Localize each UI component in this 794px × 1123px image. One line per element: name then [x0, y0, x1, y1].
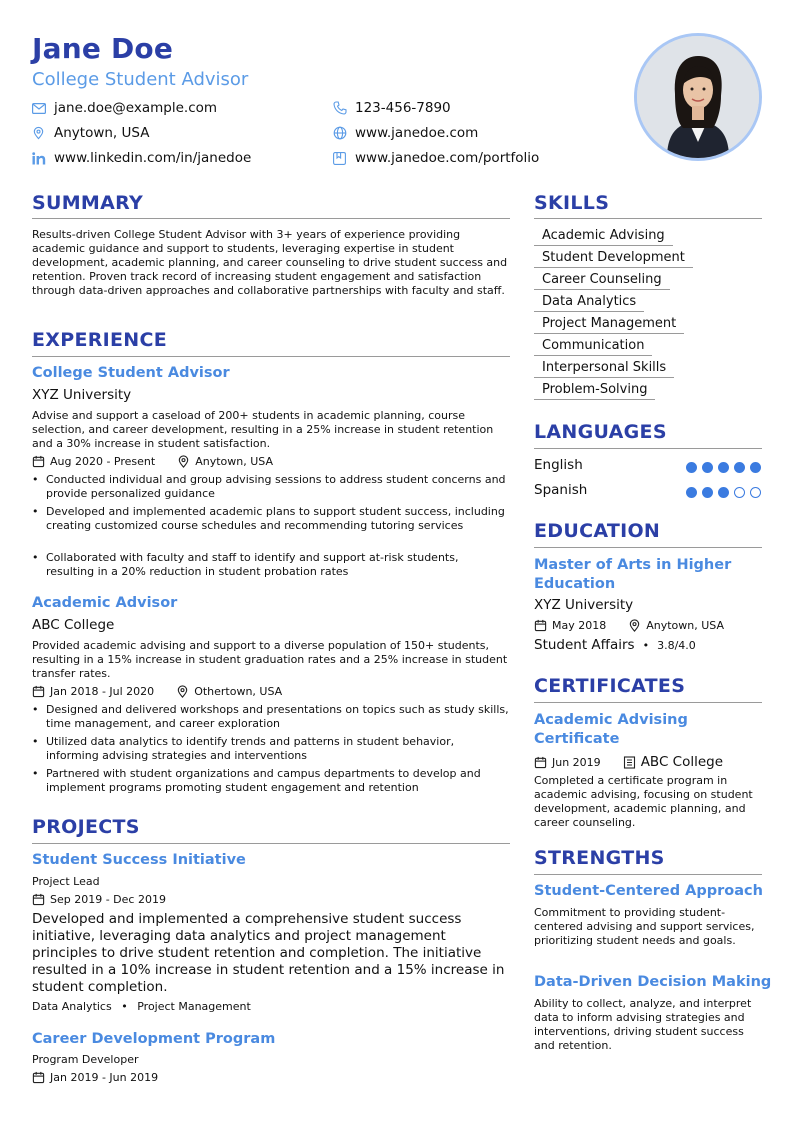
project-tag: Data Analytics	[32, 1000, 112, 1013]
proficiency-dot	[734, 462, 745, 473]
summary-heading: SUMMARY	[32, 192, 144, 214]
calendar-icon	[534, 619, 552, 632]
location-icon	[628, 619, 646, 632]
skills-divider	[534, 218, 762, 219]
job-location: Othertown, USA	[194, 685, 283, 698]
certificate-issuer: ABC College	[640, 754, 724, 770]
strength-name: Student-Centered Approach	[534, 883, 763, 899]
globe-icon	[333, 126, 355, 140]
projects-divider	[32, 843, 510, 844]
job-dates: Aug 2020 - Present	[50, 455, 156, 468]
website-text: www.janedoe.com	[355, 125, 479, 141]
education-divider	[534, 547, 762, 548]
education-gpa: 3.8/4.0	[657, 638, 696, 652]
calendar-icon	[32, 455, 50, 468]
language-name: English	[534, 457, 583, 473]
summary-text: Results-driven College Student Advisor with 3+ years of experience providing academic guidance and support to students, leveraging expertise in student development, academic planning, and career counseling to drive student success and retention. Proven track record of increasing student engagement and satisfaction through data-driven approaches and collaborative partnerships with faculty and staff.	[32, 228, 508, 297]
job-location: Anytown, USA	[195, 455, 273, 468]
proficiency-dot	[718, 462, 729, 473]
project-meta	[32, 1071, 158, 1084]
skill-tag: Problem-Solving	[534, 382, 655, 400]
job-org: XYZ University	[32, 387, 132, 403]
location-icon	[177, 455, 195, 468]
school-name: XYZ University	[534, 597, 634, 613]
proficiency-dot	[702, 487, 713, 498]
calendar-icon	[32, 685, 50, 698]
contact-location	[32, 125, 149, 141]
contact-website[interactable]	[333, 125, 478, 141]
email-icon	[32, 103, 54, 114]
job-title: Academic Advisor	[32, 595, 178, 611]
institution-icon	[623, 756, 641, 769]
languages-heading: LANGUAGES	[534, 421, 667, 443]
project-meta	[32, 893, 166, 906]
certificates-heading: CERTIFICATES	[534, 675, 686, 697]
linkedin-icon	[32, 152, 54, 165]
tag-separator: •	[121, 1000, 128, 1013]
calendar-icon	[32, 893, 50, 906]
portfolio-text: www.janedoe.com/portfolio	[355, 150, 540, 166]
location-icon	[176, 685, 194, 698]
job-bullet: • Designed and delivered workshops and presentations on topics such as study skills, time management, and career exploration	[32, 703, 510, 731]
projects-heading: PROJECTS	[32, 816, 140, 838]
certificates-divider	[534, 702, 762, 703]
language-level-english	[681, 462, 761, 473]
phone-icon	[333, 101, 355, 115]
project-dates: Jan 2019 - Jun 2019	[50, 1071, 159, 1084]
job-desc: Provided academic advising and support to a diverse population of 150+ students, resulting in a 15% increase in student graduation rates and a 25% increase in student transfer rates.	[32, 639, 508, 680]
skill-tag: Career Counseling	[534, 272, 670, 290]
location-icon	[32, 126, 54, 140]
job-bullet: • Conducted individual and group advising sessions to address student concerns and provide personalized guidance	[32, 473, 510, 501]
job-org: ABC College	[32, 617, 115, 633]
summary-divider	[32, 218, 510, 219]
contact-linkedin[interactable]	[32, 150, 251, 166]
contact-portfolio[interactable]	[333, 150, 539, 166]
strength-name: Data-Driven Decision Making	[534, 974, 772, 990]
languages-divider	[534, 448, 762, 449]
job-desc: Advise and support a caseload of 200+ students in academic planning, course selection, and career development, resulting in a 25% increase in student retention and a 30% increase in student satisfaction.	[32, 409, 494, 450]
skill-tag: Communication	[534, 338, 652, 356]
field-separator: •	[642, 638, 650, 652]
language-name: Spanish	[534, 482, 588, 498]
certificate-meta	[534, 754, 723, 770]
job-meta	[32, 685, 282, 698]
project-dates: Sep 2019 - Dec 2019	[50, 893, 166, 906]
education-field-line	[534, 637, 696, 653]
certificate-date: Jun 2019	[552, 755, 601, 769]
portfolio-icon	[333, 152, 355, 165]
skills-heading: SKILLS	[534, 192, 610, 214]
proficiency-dot	[686, 487, 697, 498]
linkedin-text: www.linkedin.com/in/janedoe	[54, 150, 252, 166]
skill-tag: Student Development	[534, 250, 693, 268]
project-name: Career Development Program	[32, 1031, 276, 1047]
job-title: College Student Advisor	[32, 365, 230, 381]
experience-divider	[32, 356, 510, 357]
strengths-divider	[534, 874, 762, 875]
language-level-spanish	[681, 487, 761, 498]
phone-text: 123-456-7890	[355, 100, 451, 116]
proficiency-dot	[734, 487, 745, 498]
education-date: May 2018	[552, 619, 607, 632]
location-text: Anytown, USA	[54, 125, 150, 141]
proficiency-dot	[718, 487, 729, 498]
strengths-heading: STRENGTHS	[534, 847, 665, 869]
job-meta	[32, 455, 273, 468]
job-bullet: • Partnered with student organizations and campus departments to develop and implement programs promoting student engagement and retention	[32, 767, 510, 795]
email-text: jane.doe@example.com	[54, 100, 218, 116]
job-bullet: • Developed and implemented academic plans to support student success, including creating customized course schedules and recommending tutoring services	[32, 505, 510, 533]
degree-name: Master of Arts in Higher Education	[534, 557, 732, 592]
profile-photo	[634, 33, 762, 161]
experience-heading: EXPERIENCE	[32, 329, 168, 351]
education-meta	[534, 619, 724, 632]
strength-desc: Ability to collect, analyze, and interpret data to inform advising strategies and interventions, driving student success and retention.	[534, 997, 752, 1052]
resume-title: College Student Advisor	[32, 69, 249, 90]
project-name: Student Success Initiative	[32, 852, 246, 868]
proficiency-dot	[702, 462, 713, 473]
job-bullet: • Collaborated with faculty and staff to identify and support at-risk students, resulting in a 20% reduction in student probation rates	[32, 551, 510, 579]
project-role: Project Lead	[32, 875, 100, 888]
certificate-desc: Completed a certificate program in academic advising, focusing on student development, academic planning, and career counseling.	[534, 774, 753, 829]
skill-tag: Interpersonal Skills	[534, 360, 674, 378]
job-bullet: • Utilized data analytics to identify trends and patterns in student behavior, informing advising strategies and interventions	[32, 735, 510, 763]
calendar-icon	[534, 756, 552, 769]
certificate-name: Academic Advising Certificate	[534, 712, 688, 747]
strength-desc: Commitment to providing student-centered advising and support services, prioritizing student needs and goals.	[534, 906, 755, 947]
resume-name: Jane Doe	[32, 32, 174, 65]
project-role: Program Developer	[32, 1053, 139, 1066]
job-dates: Jan 2018 - Jul 2020	[50, 685, 155, 698]
education-field: Student Affairs	[534, 637, 635, 653]
skill-tag: Academic Advising	[534, 228, 673, 246]
project-tags	[32, 1000, 251, 1014]
contact-email[interactable]	[32, 100, 217, 116]
skill-tag: Project Management	[534, 316, 684, 334]
proficiency-dot	[750, 462, 761, 473]
proficiency-dot	[686, 462, 697, 473]
skill-tag: Data Analytics	[534, 294, 644, 312]
education-location: Anytown, USA	[646, 619, 725, 632]
proficiency-dot	[750, 487, 761, 498]
calendar-icon	[32, 1071, 50, 1084]
project-desc: Developed and implemented a comprehensive student success initiative, leveraging data analytics and project management principles to drive student retention and completion. The initiative resulted in a 10% increase in student retention and a 15% increase in student completion.	[32, 911, 505, 995]
project-tag: Project Management	[137, 1000, 251, 1013]
education-heading: EDUCATION	[534, 520, 661, 542]
contact-phone[interactable]	[333, 100, 451, 116]
